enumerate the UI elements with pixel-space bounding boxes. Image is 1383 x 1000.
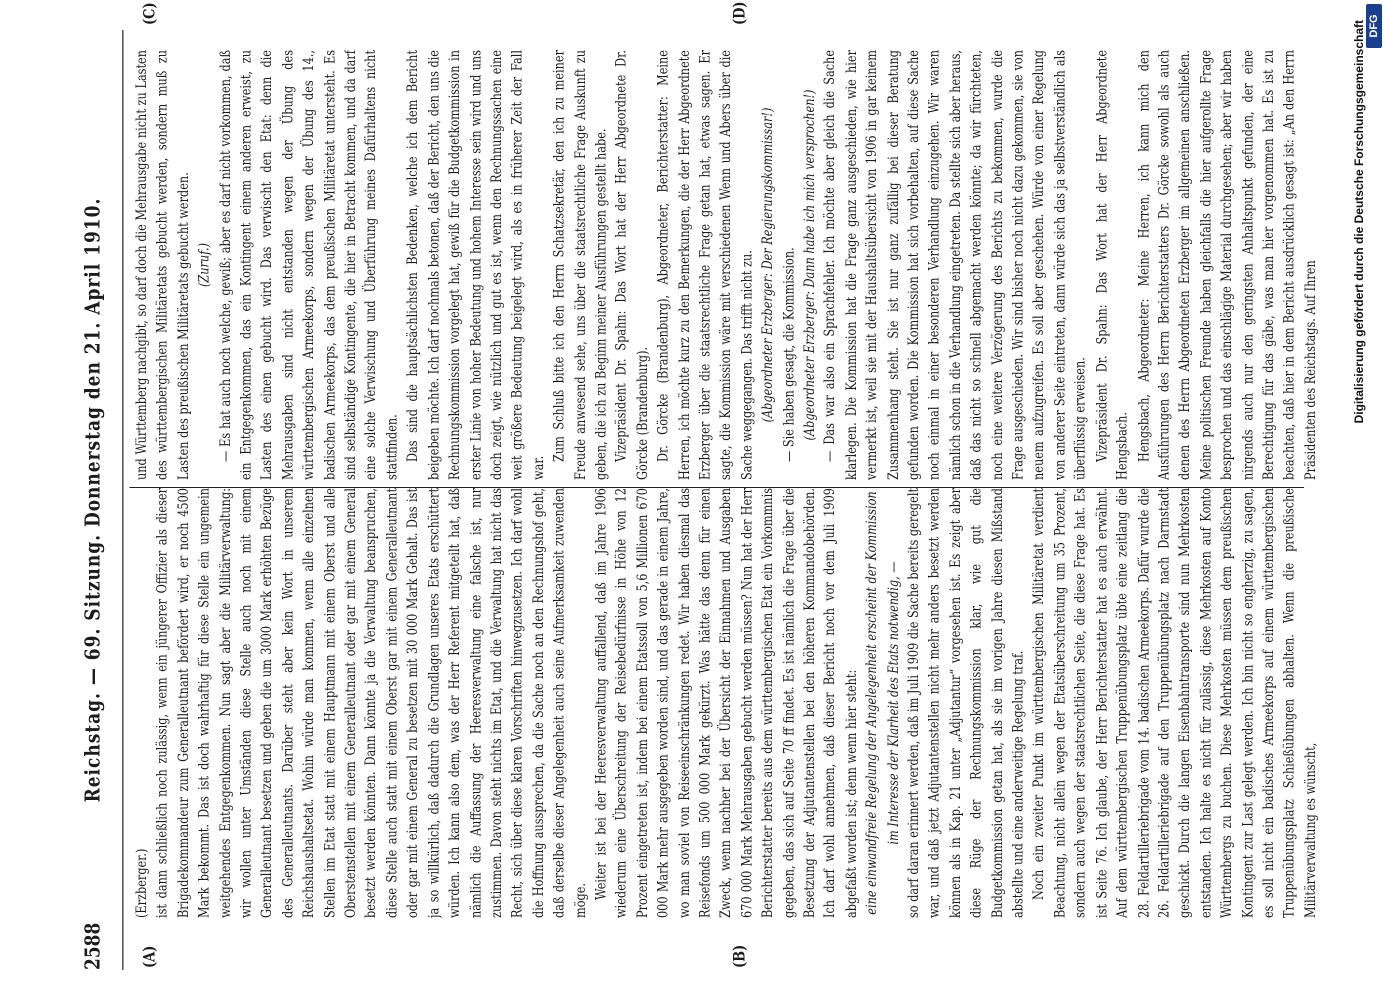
speaker-intro: Vizepräsident Dr. Spahn: Das Wort hat der Herr Abgeordnete Dr. Görcke (Brandenburg). bbox=[614, 50, 651, 480]
paragraph: — Sie haben gesagt, die Kommission. bbox=[781, 247, 797, 462]
paragraph: Das sind die hauptsächlichsten Bedenken, welche ich dem Bericht beigeben möchte. Ich darf nochmals betonen, daß der Bericht, den uns die Rechnungskommission vorgelegt hat, gewiß für die Budgetkommission in erster Linie von hoher Bedeutung und hohem Interesse sein wird und uns doch zeigt, wie nützlich und gut es ist, wenn den Rechnungssachen eine weit größere Bedeutung beigelegt wird, als es in früherer Zeit der Fall war. bbox=[405, 50, 547, 480]
interjection: (Zuruf.) bbox=[196, 243, 213, 287]
dfg-logo bbox=[1366, 4, 1382, 48]
interjection: (Abgeordneter Erzberger: Der Regierungskommissar!) bbox=[760, 107, 776, 423]
paragraph: — Es hat auch noch welche, gewiß; aber es darf nicht vorkommen, daß ein Entgegenkommen, das ein Kontingent einem anderen erweist, zu Lasten des einen gebucht wird. Das verwischt den Etat: denn die Mehrausgaben sind nicht entstanden wegen der Übung des württembergischen Armeekorps, sondern wegen der Übung des 14., badischen Armeekorps, das dem preußischen Militäretat untersteht. Es sind selbständige Kontingente, die hier in Betracht kommen, und da darf eine solche Verwischung und Überführung meines Dafürhaltens nicht stattfinden. bbox=[217, 50, 401, 480]
page-header bbox=[74, 30, 123, 970]
paragraph: Noch ein zweiter Punkt im württembergischen Militäretat verdient Beachtung, nicht allein wegen der Etatsüberschreitung um 35 Prozent, sondern auch wegen der staatsrechtlichen Seite, die diese Frage hat. Es ist Seite 76. Ich glaube, der Herr Berichterstatter hat es auch erwähnt. Auf dem württembergischen Truppenübungsplatz übte eine zeitlang die 28. Feldartilleriebrigade vom 14. badischen Armeekorps. Dafür wurde die 26. Feldartilleriebrigade auf den Truppenübungsplatz nach Darmstadt geschickt. Durch die langen Eisenbahntransporte sind nun Mehrkosten entstanden. Ich halte es nicht für zulässig, diese Mehrkosten auf Konto Württembergs zu buchen. Diese Mehrkosten müssen dem preußischen Kontingent zur Last gelegt werden. Ich bin nicht so engherzig, zu sagen, es soll nicht ein badisches Armeekorps auf einem württembergischen Truppenübungsplatz Schießübungen abhalten. Wenn die preußische Militärverwaltung es wünscht, bbox=[1031, 488, 1319, 918]
margin-marker-c: (C) bbox=[141, 2, 160, 25]
block-quote: eine einwandfreie Regelung der Angelegenheit erscheint der Kommission im Interesse der Klarheit des Etats notwendig, — bbox=[864, 491, 901, 915]
digitization-note bbox=[1352, 20, 1376, 980]
running-title: Reichstag. — 69. Sitzung. Donnerstag den 21. April 1910. bbox=[81, 197, 106, 803]
paragraph: so darf daran erinnert werden, daß im Juli 1909 die Sache bereits geregelt war, und daß jetzt Adjutantenstellen nicht mehr anders besetzt werden können als in Kap. 21 unter „Adjutantur“ vorgesehen ist. Es zeigt aber diese Rüge der Rechnungskommission klar, wie gut die Budgetkommission getan hat, als sie im vorigen Jahre diesen Mißstand abstellte und eine anderweitige Regelung traf. bbox=[906, 488, 1027, 918]
dfg-logo-text: DFG bbox=[1368, 14, 1380, 38]
speaker-intro: Vizepräsident Dr. Spahn: Das Wort hat der Herr Abgeordnete Hengsbach. bbox=[1093, 50, 1131, 480]
right-text-column bbox=[132, 50, 1331, 480]
paragraph: Weiter ist bei der Heeresverwaltung auffallend, daß im Jahre 1906 wiederum eine Überschreitung der Reisebedürfnisse in Höhe von 12 Prozent eingetreten ist, indem bei einem Etatssoll von 5,6 Millionen 670 000 Mark mehr ausgegeben worden sind, und das gerade in einem Jahre, wo man soviel von Reiseeinschränkungen redet. Wir haben diesmal das Reisefonds um 500 000 Mark gekürzt. Was hätte das denn für einen Zweck, wenn nachher bei der Übersicht der Einnahmen und Ausgaben 670 000 Mark Mehrausgaben gebucht werden müssen? Nun hat der Herr Berichterstatter bereits aus dem württembergischen Etat ein Vorkommnis gegeben, das sich auf Seite 70 ff findet. Es ist nämlich die Frage über die Besetzung der Adjutantenstellen bei den höheren Kommandobehörden. Ich darf wohl annehmen, daß dieser Bericht noch vor dem Juli 1909 abgefaßt worden ist; denn wenn hier steht: bbox=[593, 488, 860, 918]
margin-marker-b: (B) bbox=[731, 944, 750, 968]
interjection: (Abgeordneter Erzberger: Dann habe ich mich versprochen!) bbox=[801, 89, 818, 441]
paragraph: ist dann schließlich noch zulässig, wenn ein jüngerer Offizier als dieser Brigadekommandeur zum Generalleutnant befördert wird, er noch 4500 Mark bekommt. Das ist doch wahrhaftig für diese Stelle ein ungemein weitgehendes Entgegenkommen. Nun sagt aber die Militärverwaltung: wir wollen unter Umständen diese Stelle auch noch mit einem Generalleutnant besetzen und geben die um 3000 Mark erhöhten Bezüge des Generalleutnants. Darüber steht aber kein Wort in unserem Reichshaushaltsetat. Wohin würde man kommen, wenn alle einzelnen Stellen im Etat statt mit einem Hauptmann mit einem Oberst und alle Oberstenstellen mit einem Generalleutnant oder gar mit einem General besetzt werden könnten. Dann könnte ja die Verwaltung beanspruchen, diese Stelle auch statt mit einem Oberst gar mit einem Generalleutnant oder gar mit einem General zu besetzen mit 30 000 Mark Gehalt. Das ist ja so willkürlich, daß dadurch die Grundlagen unseres Etats erschüttert würden. Ich kann also dem, was der Herr Referent mitgeteilt hat, daß nämlich die Auffassung der Heeresverwaltung eine falsche ist, nur zustimmen. Davon steht nichts im Etat, und die Verwaltung hat nicht das Recht, sich über diese klaren Vorschriften hinwegzusetzen. Ich darf wohl die Hoffnung aussprechen, da die Sache noch an den Rechnungshof geht, daß derselbe dieser Angelegenheit auch seine Aufmerksamkeit zuwenden möge. bbox=[155, 488, 588, 918]
page-number: 2588 bbox=[81, 922, 106, 970]
paragraph: Dr. Görcke (Brandenburg), Abgeordneter, Berichterstatter: Meine Herren, ich möchte kurz zu den Bemerkungen, die der Herr Abgeordnete Erzberger über die staatsrechtliche Frage getan hat, etwas sagen. Er sagte, die Kommission wäre mit verschiedenen Wenn und Abers über die Sache weggegangen. Das trifft nicht zu. bbox=[655, 50, 755, 480]
paragraph: Hengsbach, Abgeordneter: Meine Herren, ich kann mich den Ausführungen des Herrn Berichterstatters Dr. Görcke sowohl als auch denen des Herrn Abgeordneten Erzberger im allgemeinen anschließen. Meine politischen Freunde haben gleichfalls die hier aufgerollte Frage besprochen und das einschlägige Material durchgesehen; aber wir haben nirgends auch nur den geringsten Anhaltspunkt gefunden, der eine Berechtigung für das gäbe, was man hier vorgenommen hat. Es ist zu beachten, daß hier in dem Bericht ausdrücklich gesagt ist: „An den Herrn Präsidenten des Reichstags. Auf Ihren bbox=[1135, 50, 1319, 480]
left-text-column bbox=[132, 488, 1331, 918]
margin-marker-d: (D) bbox=[731, 1, 750, 25]
speaker-tag: (Erzberger.) bbox=[134, 848, 150, 918]
paragraph: und Württemberg nachgibt, so darf doch die Mehrausgabe nicht zu Lasten des württembergischen Militäretats gebucht werden, sondern muß zu Lasten des preußischen Militäretats gebucht werden. bbox=[134, 50, 192, 480]
digitization-note-text: Digitalisierung gefördert durch die Deutsche Forschungsgemeinschaft bbox=[1352, 20, 1366, 424]
column-divider bbox=[129, 487, 1304, 488]
margin-marker-a: (A) bbox=[141, 945, 160, 968]
paragraph: Zum Schluß bitte ich den Herrn Schatzsekretär, den ich zu meiner Freude anwesend sehe, uns über die staatsrechtliche Frage Auskunft zu geben, die ich zu Beginn meiner Ausführungen gestellt habe. bbox=[551, 50, 609, 480]
paragraph: — Das war also ein Sprachfehler. Ich möchte aber gleich die Sache klarlegen. Die Kommission hat die Frage ganz ausgeschieden, wie hier vermerkt ist, weil sie mit der Haushaltsübersicht von 1906 in gar keinem Zusammenhang steht. Sie ist nur ganz zufällig bei dieser Beratung gefunden worden. Die Kommission hat sich vorbehalten, auf diese Sache noch einmal in einer besonderen Verhandlung einzugehen. Wir waren nämlich schon in die Verhandlung eingetreten. Da stellte sich aber heraus, daß das nicht so schnell abgemacht werden könnte; da wir fürchteten, noch eine weitere Verzögerung des Berichts zu bekommen, wurde die Frage ausgeschieden. Wir sind bisher noch nicht dazu gekommen, sie von neuem aufzugreifen. Es soll aber geschehen. Würde von einer Regelung von anderer Seite eintreten, dann würde sich das ja selbstverständlich als überflüssig erweisen. bbox=[822, 50, 1089, 480]
